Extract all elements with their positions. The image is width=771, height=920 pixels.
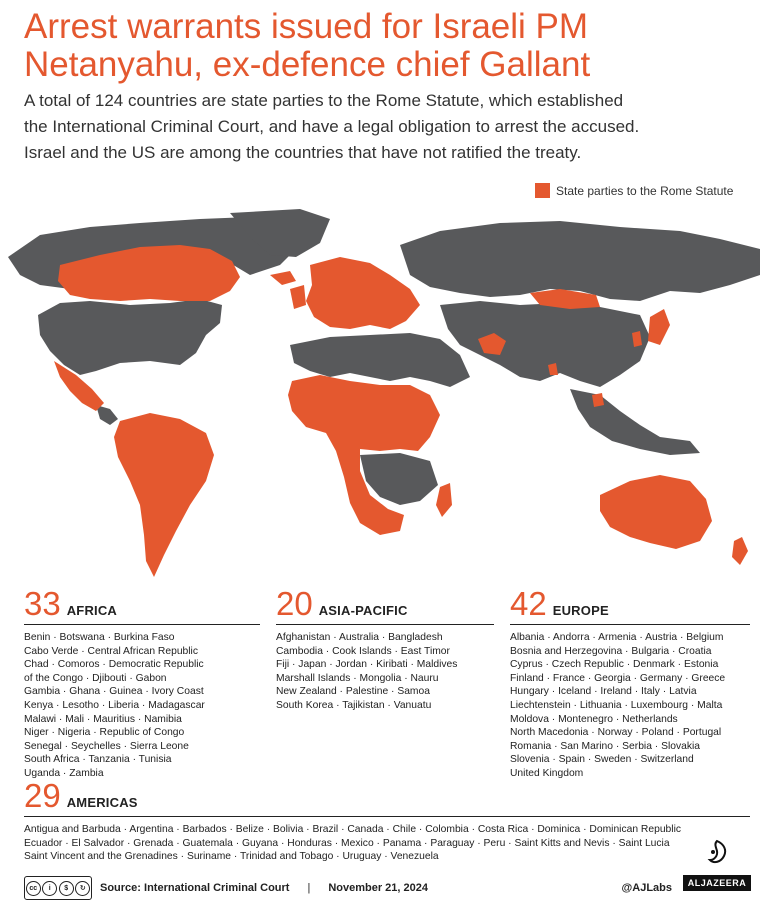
- aljazeera-wordmark: ALJAZEERA: [683, 875, 751, 891]
- country-line: Saint Vincent and the Grenadines · Suriname · Trinidad and Tobago · Uruguay · Venezuela: [24, 851, 439, 863]
- divider: [510, 624, 750, 625]
- map-cambodia: [592, 393, 604, 407]
- region-name: AMERICAS: [66, 795, 138, 810]
- publish-date: November 21, 2024: [328, 882, 428, 894]
- nc-icon: $: [59, 881, 74, 896]
- country-line: Malawi · Mali · Mauritius · Namibia: [24, 713, 182, 725]
- country-line: of the Congo · Djibouti · Gabon: [24, 672, 167, 684]
- region-asia-pacific: [276, 585, 494, 713]
- legend-swatch: [535, 183, 550, 198]
- country-line: Kenya · Lesotho · Liberia · Madagascar: [24, 699, 205, 711]
- map-usa: [38, 299, 222, 375]
- footer: [24, 872, 750, 904]
- country-line: Ecuador · El Salvador · Grenada · Guatemala · Guyana · Honduras · Mexico · Panama · Paraguay · Peru · Saint Kitts and Nevis · Saint Lucia: [24, 837, 670, 849]
- social-handle[interactable]: @AJLabs: [621, 882, 672, 894]
- country-line: Marshall Islands · Mongolia · Nauru: [276, 672, 439, 684]
- country-line: Uganda · Zambia: [24, 767, 104, 779]
- country-list: [24, 631, 260, 781]
- country-line: Albania · Andorra · Armenia · Austria · Belgium: [510, 632, 724, 643]
- region-americas: [24, 777, 750, 864]
- country-line: South Korea · Tajikistan · Vanuatu: [276, 699, 432, 711]
- standfirst-line: the International Criminal Court, and have a legal obligation to arrest the accused.: [24, 117, 640, 136]
- world-map: [0, 205, 771, 585]
- footer-separator: |: [307, 882, 311, 894]
- map-southeast-asia: [570, 389, 700, 455]
- map-south-america: [114, 413, 214, 577]
- country-line: Niger · Nigeria · Republic of Congo: [24, 727, 185, 739]
- region-count: 20: [276, 585, 313, 622]
- country-line: Senegal · Seychelles · Sierra Leone: [24, 740, 189, 752]
- country-list: [24, 823, 750, 864]
- map-australia: [600, 475, 712, 549]
- country-line: Romania · San Marino · Serbia · Slovakia: [510, 740, 700, 752]
- country-line: Bosnia and Herzegovina · Bulgaria · Croatia: [510, 645, 712, 657]
- region-heading: [24, 777, 750, 814]
- map-uk-ireland: [290, 285, 306, 309]
- map-caribbean: [96, 405, 118, 425]
- region-name: ASIA-PACIFIC: [318, 603, 408, 618]
- aljazeera-emblem-icon: [702, 838, 732, 868]
- country-line: Antigua and Barbuda · Argentina · Barbados · Belize · Bolivia · Brazil · Canada · Chile · Colombia · Costa Rica · Dominica · Dominican Republic: [24, 824, 681, 835]
- map-legend: [535, 183, 733, 198]
- country-list: [510, 631, 750, 781]
- country-line: Cyprus · Czech Republic · Denmark · Estonia: [510, 659, 719, 671]
- divider: [276, 624, 494, 625]
- headline-line: Netanyahu, ex-defence chief Gallant: [24, 45, 591, 84]
- country-line: Afghanistan · Australia · Bangladesh: [276, 632, 443, 643]
- country-line: North Macedonia · Norway · Poland · Portugal: [510, 727, 722, 739]
- map-madagascar: [436, 483, 452, 517]
- standfirst-line: A total of 124 countries are state parties to the Rome Statute, which established: [24, 91, 624, 110]
- country-line: South Africa · Tanzania · Tunisia: [24, 754, 172, 766]
- country-line: Finland · France · Georgia · Germany · Greece: [510, 672, 726, 684]
- country-line: Cabo Verde · Central African Republic: [24, 645, 198, 657]
- country-line: Cambodia · Cook Islands · East Timor: [276, 645, 450, 657]
- country-line: United Kingdom: [510, 767, 584, 779]
- divider: [24, 816, 750, 817]
- region-heading: [24, 585, 260, 622]
- country-line: Hungary · Iceland · Ireland · Italy · Latvia: [510, 686, 697, 698]
- map-russia: [400, 221, 760, 301]
- divider: [24, 624, 260, 625]
- source-credit: Source: International Criminal Court: [100, 882, 290, 894]
- country-line: Benin · Botswana · Burkina Faso: [24, 632, 175, 643]
- map-china-south-asia: [440, 301, 650, 387]
- by-icon: i: [42, 881, 57, 896]
- country-line: Slovenia · Spain · Sweden · Switzerland: [510, 754, 694, 766]
- region-heading: [276, 585, 494, 622]
- headline: [24, 8, 754, 84]
- region-count: 29: [24, 777, 61, 814]
- sa-icon: ↻: [75, 881, 90, 896]
- map-iceland: [270, 271, 296, 285]
- region-name: AFRICA: [66, 603, 118, 618]
- map-europe: [306, 257, 420, 329]
- map-japan: [648, 309, 670, 345]
- map-new-zealand: [732, 537, 748, 565]
- cc-license-badge[interactable]: [24, 876, 92, 900]
- country-line: New Zealand · Palestine · Samoa: [276, 686, 430, 698]
- region-africa: [24, 585, 260, 781]
- region-name: EUROPE: [552, 603, 609, 618]
- region-count: 42: [510, 585, 547, 622]
- standfirst-line: Israel and the US are among the countries that have not ratified the treaty.: [24, 143, 582, 162]
- country-line: Liechtenstein · Lithuania · Luxembourg · Malta: [510, 699, 723, 711]
- country-line: Moldova · Montenegro · Netherlands: [510, 713, 678, 725]
- country-line: Chad · Comoros · Democratic Republic: [24, 659, 204, 671]
- legend-label: State parties to the Rome Statute: [556, 183, 734, 198]
- country-line: Gambia · Ghana · Guinea · Ivory Coast: [24, 686, 204, 698]
- country-line: Fiji · Japan · Jordan · Kiribati · Maldives: [276, 659, 458, 671]
- region-europe: [510, 585, 750, 781]
- region-count: 33: [24, 585, 61, 622]
- aljazeera-logo[interactable]: [683, 838, 751, 891]
- standfirst: [24, 88, 759, 166]
- country-list: [276, 631, 494, 713]
- headline-line: Arrest warrants issued for Israeli PM: [24, 7, 589, 46]
- region-heading: [510, 585, 750, 622]
- cc-icon: cc: [26, 881, 41, 896]
